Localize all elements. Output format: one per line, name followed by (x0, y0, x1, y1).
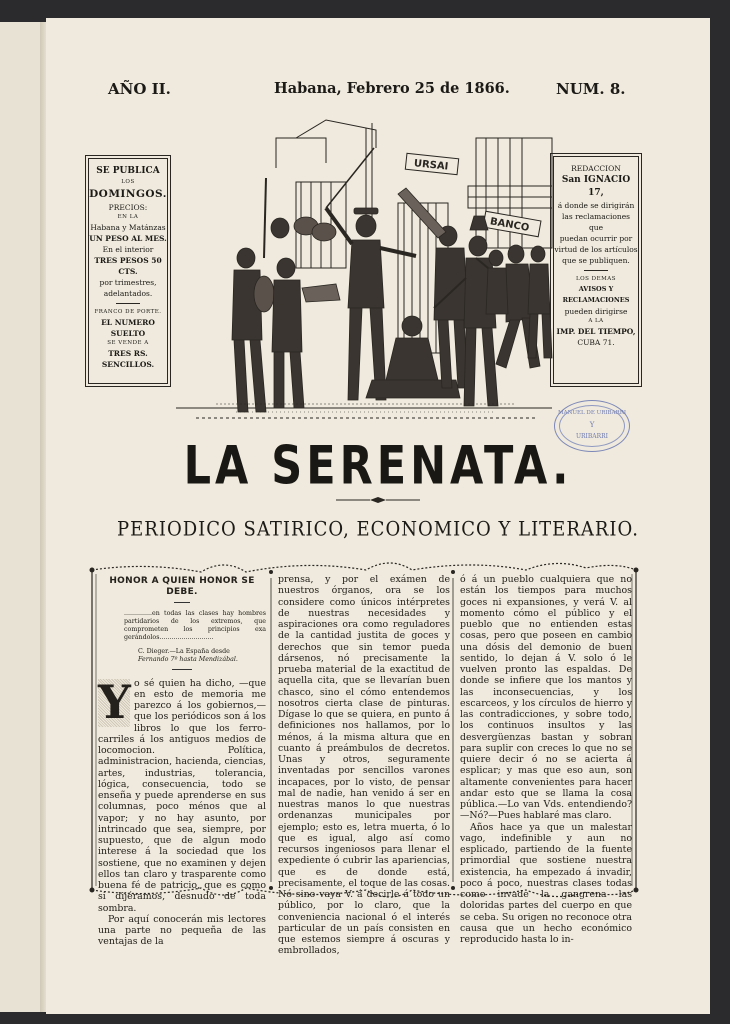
monthly-price: UN PESO AL MES. (89, 234, 167, 243)
divider (116, 303, 140, 304)
stamp-line3: URIBARRI (575, 433, 609, 440)
divider (584, 270, 608, 271)
can-direct-label: pueden dirigirse (564, 307, 628, 316)
a-la-label: A LA (588, 318, 604, 324)
citation-work: Fernando 7º hasta Mendizábal. (138, 655, 238, 663)
printer-address: CUBA 71. (577, 338, 615, 347)
claims-line4: que se publiquen. (562, 256, 630, 265)
article-column-3 (460, 574, 632, 945)
header-strip (46, 80, 710, 102)
citation-author: C. Dieger.—La España desde (138, 647, 230, 655)
single-issue-label: EL NUMERO SUELTO (101, 318, 155, 338)
publication-info-box (88, 158, 168, 384)
los-label: LOS (121, 179, 135, 185)
habana-label: Habana y Matánzas (90, 223, 166, 232)
issue-number: NUM. 8. (556, 80, 626, 98)
postage-label: FRANCO DE PORTE. (94, 309, 162, 315)
drop-cap: Y (98, 674, 131, 729)
left-page-edge (0, 22, 41, 1012)
year-label: AÑO II. (108, 80, 171, 98)
masthead-subtitle: PERIODICO SATIRICO, ECONOMICO Y LITERARIO. (117, 518, 639, 542)
editorial-info-box (553, 156, 639, 384)
article-column-1 (98, 574, 266, 948)
sundays-label: DOMINGOS. (89, 188, 167, 200)
sold-at-label: SE VENDE A (107, 340, 149, 346)
epigraph-rule (172, 669, 192, 670)
serenade-illustration (176, 108, 552, 430)
citation (138, 648, 266, 664)
newspaper-page (46, 18, 710, 1014)
interior-label: En el interior (102, 245, 154, 254)
interior-price: TRES PESOS 50 CTS. (94, 256, 162, 276)
sign-ursai: URSAI (413, 158, 449, 173)
stamp-line1: MANUEL DE URIBARRI (557, 410, 627, 416)
printer-label: IMP. DEL TIEMPO, (556, 327, 636, 336)
place-date: Habana, Febrero 25 de 1866. (274, 80, 510, 97)
publishes-label: SE PUBLICA (96, 166, 160, 176)
en-la-label: EN LA (117, 214, 139, 220)
redaction-label: REDACCION (571, 164, 621, 173)
article-column-2 (278, 574, 450, 957)
col3-paragraph-2: Años hace ya que un malestar vago, indefinible y aun no esplicado, partiendo de la fuente primordial que sostiene nuestra existencia, ha empezado á invadir, poco á poco, nuestras clases todas como invade la gangrena las doloridas partes del cuerpo en que se ceba. Su origen no reconoce otra causa que un hecho económico reproducido hasta lo in- (460, 821, 632, 945)
single-issue-price: TRES RS. SENCILLOS. (101, 349, 155, 369)
col1-paragraph-2: Por aquí conocerán mis lectores una parte no pequeña de las ventajas de la (98, 913, 266, 948)
prices-label: PRECIOS: (108, 203, 148, 212)
article-heading: HONOR A QUIEN HONOR SE DEBE. (109, 576, 255, 598)
masthead-title: LA SERENATA. (183, 436, 573, 497)
col1-paragraph-1: o sé quien ha dicho, —que en esto de memoria me parezco á los gobiernos,— que los periódicos son á los libros lo que los ferro-carriles á los antiguos medios de locomocion. Política, administracion, hacienda, ciencias, artes, industrias, tolerancia, lógica, consecuencia, todo se enseña y puede aprenderse en sus columnas, poco ménos que al vapor; y no hay asunto, por intrincado que sea, siempre, por supuesto, que de algun modo interese á la sociedad que los sostiene, que no examinen y dejen ellos tan claro y trasparente como buena fé de patricio, que es como si dijéramos, desnudo de toda sombra. (98, 677, 266, 914)
col2-paragraph-1: prensa, y por el exámen de nuestros órganos, ora se los considere como únicos intérpretes de nuestras necesidades y aspiraciones ora como reguladores de la cantidad justita de goces y derechos que sin temor pueda dársenos, nó precisamente la prueba material de la exactitud de aquella cita, que se llevarían buen chasco, sino el cómo entendemos nosotros cierta clase de pinturas. Dígase lo que se quiera, en punto á definiciones nos hallamos, por lo ménos, á la misma altura que en cuanto á preámbulos de decretos. Unas y otros, seguramente inventadas por sencillos varones incapaces, por lo visto, de pensar mal de nadie, han venido á ser en nuestras manos lo que nuestras ordenanzas municipales por ejemplo; esto es, letra muerta, ó lo que es igual, algo así como recursos ingeniosos para llenar el expediente ó cubrir las apariencias, que es de donde está, precisamente, el toque de las cosas. Nó sino vaya V. á decirle á todo un público, por lo claro, que la conveniencia nacional ó el interés particular de un país consisten en que estemos siempre á oscuras y embrollados, (278, 574, 450, 957)
masthead-ornament (336, 496, 420, 504)
epigraph: ..............en todas las clases hay hombres partidarios de los extremos, que comprometen los principios exa gerándolos........................... (124, 609, 266, 641)
quarterly-label: por trimestres, adelantados. (99, 278, 157, 298)
sign-banco: BANCO (489, 216, 531, 234)
others-label: LOS DEMAS (576, 276, 616, 282)
claims-line3: virtud de los artículos (554, 245, 638, 254)
directed-label: á donde se dirigirán (557, 201, 635, 210)
heading-rule (174, 602, 190, 603)
redaction-address: San IGNACIO 17, (561, 175, 631, 198)
claims-line2: puedan ocurrir por (559, 234, 633, 243)
notices-label: AVISOS Y RECLAMACIONES (562, 285, 630, 304)
col3-paragraph-1: ó á un pueblo cualquiera que no están los tiempos para muchos goces ni expansiones, y verá V. al momento cómo el público y el pueblo que no entienden estas cosas, pero que poseen en cambio una dósis del demonio de buen sentido, lo dejan á V. solo ó le vuelven pronto las espaldas. De donde se infiere que los mantos y las inconsecuencias, y los escarceos, y los círculos de hierro y las contradicciones, y sobre todo, los continuos insultos y las desvergüenzas bastan y sobran para suplir con creces lo que no se quiere decir ó no se acierta á esplicar; y mas que eso aun, son altamente convenientes para hacer andar esto que se llama la cosa pública.—Lo van Vds. entendiendo?—Nó?—Pues hablaré mas claro. (460, 574, 632, 822)
claims-line1: las reclamaciones que (561, 212, 630, 232)
stamp-line2: Y (589, 421, 595, 429)
